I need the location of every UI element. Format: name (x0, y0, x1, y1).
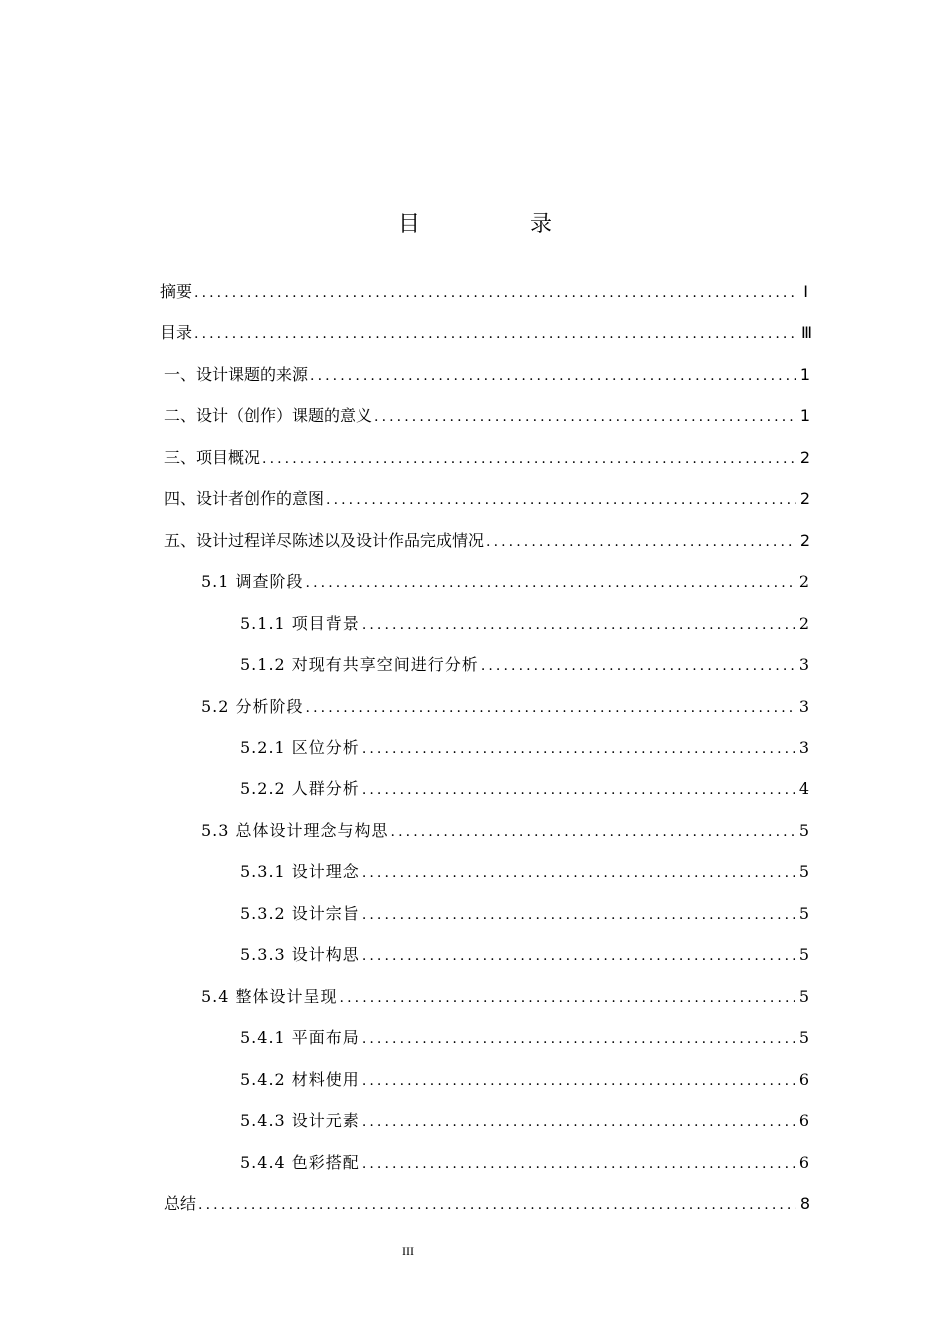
toc-entry-label: 5.4.1 平面布局 (240, 1028, 360, 1047)
toc-entry-page: 5 (798, 1028, 810, 1047)
toc-entry-page: 6 (798, 1153, 810, 1172)
dot-leader (374, 405, 796, 429)
dot-leader (362, 1152, 795, 1176)
toc-entry-page: 3 (798, 738, 810, 757)
toc-entry-label: 5.3.2 设计宗旨 (240, 904, 360, 923)
dot-leader (362, 861, 795, 885)
toc-entry[interactable] (164, 487, 810, 511)
toc-entry-page: 3 (798, 697, 810, 716)
dot-leader (391, 820, 795, 844)
toc-entry-label: 五、设计过程详尽陈述以及设计作品完成情况 (164, 531, 485, 550)
toc-entry-label: 5.3 总体设计理念与构思 (201, 821, 389, 840)
toc-entry[interactable] (240, 1068, 810, 1092)
dot-leader (262, 447, 796, 471)
toc-entry-label: 二、设计（创作）课题的意义 (164, 406, 373, 425)
toc-entry[interactable] (164, 529, 810, 553)
toc-entry-label: 5.4 整体设计呈现 (201, 987, 338, 1006)
toc-entry[interactable] (160, 280, 808, 304)
dot-leader (362, 1069, 795, 1093)
toc-entry-page: 6 (798, 1111, 810, 1130)
toc-entry[interactable] (240, 1151, 810, 1175)
toc-entry-page: Ⅰ (803, 282, 808, 301)
toc-entry-page: 5 (798, 945, 810, 964)
toc-entry-label: 5.4.3 设计元素 (240, 1111, 360, 1130)
dot-leader (362, 778, 795, 802)
toc-entry-page: 2 (798, 614, 810, 633)
toc-entry[interactable] (164, 404, 810, 428)
dot-leader (362, 903, 795, 927)
toc-entry[interactable] (240, 777, 810, 801)
toc-entry-page: 4 (798, 779, 810, 798)
toc-entry-page: 5 (798, 862, 810, 881)
toc-entry-label: 5.2.1 区位分析 (240, 738, 360, 757)
page-number: III (402, 1244, 414, 1258)
dot-leader (306, 696, 795, 720)
toc-entry-label: 5.4.4 色彩搭配 (240, 1153, 360, 1172)
dot-leader (362, 1027, 795, 1051)
toc-entry[interactable] (201, 985, 810, 1009)
toc-entry-label: 三、项目概况 (164, 448, 261, 467)
toc-entry-label: 5.2 分析阶段 (201, 697, 304, 716)
toc-entry[interactable] (240, 653, 810, 677)
toc-entry-page: 3 (798, 655, 810, 674)
toc-entry-label: 5.1.2 对现有共享空间进行分析 (240, 655, 479, 674)
toc-entry-label: 5.2.2 人群分析 (240, 779, 360, 798)
toc-entry[interactable] (201, 695, 810, 719)
toc-entry-label: 总结 (164, 1194, 197, 1213)
toc-entry-label: 5.1 调查阶段 (201, 572, 304, 591)
toc-entry-page: 1 (799, 365, 810, 384)
toc-entry[interactable] (164, 446, 810, 470)
dot-leader (194, 322, 797, 346)
toc-entry[interactable] (201, 819, 810, 843)
dot-leader (326, 488, 796, 512)
dot-leader (310, 364, 796, 388)
toc-entry-page: 8 (799, 1194, 810, 1213)
toc-entry-label: 目录 (160, 323, 193, 342)
toc-entry[interactable] (240, 1026, 810, 1050)
dot-leader (306, 571, 795, 595)
toc-entry-page: 2 (799, 531, 810, 550)
dot-leader (362, 1110, 795, 1134)
dot-leader (481, 654, 795, 678)
dot-leader (198, 1193, 796, 1217)
toc-entry-page: Ⅲ (800, 323, 812, 342)
dot-leader (194, 281, 794, 305)
toc-entry[interactable] (240, 943, 810, 967)
toc-entry-label: 5.3.3 设计构思 (240, 945, 360, 964)
toc-entry[interactable] (164, 1192, 810, 1216)
page-title: 目 录 (397, 212, 596, 237)
dot-leader (340, 986, 795, 1010)
toc-entry[interactable] (240, 902, 810, 926)
toc-entry[interactable] (160, 321, 812, 345)
toc-entry-page: 2 (798, 572, 810, 591)
toc-entry-page: 5 (798, 987, 810, 1006)
toc-entry[interactable] (240, 1109, 810, 1133)
toc-entry-page: 5 (798, 821, 810, 840)
toc-entry-label: 5.3.1 设计理念 (240, 862, 360, 881)
toc-entry-page: 2 (799, 448, 810, 467)
dot-leader (362, 613, 795, 637)
toc-entry-page: 1 (799, 406, 810, 425)
toc-entry-label: 5.1.1 项目背景 (240, 614, 360, 633)
toc-entry[interactable] (164, 363, 810, 387)
dot-leader (362, 944, 795, 968)
dot-leader (362, 737, 795, 761)
toc-entry-label: 四、设计者创作的意图 (164, 489, 325, 508)
toc-entry[interactable] (201, 570, 810, 594)
toc-entry[interactable] (240, 860, 810, 884)
toc-entry[interactable] (240, 736, 810, 760)
dot-leader (486, 530, 796, 554)
toc-entry-label: 5.4.2 材料使用 (240, 1070, 360, 1089)
toc-entry-page: 6 (798, 1070, 810, 1089)
toc-entry-label: 一、设计课题的来源 (164, 365, 309, 384)
toc-entry-page: 5 (798, 904, 810, 923)
toc-entry-label: 摘要 (160, 282, 193, 301)
toc-entry-page: 2 (799, 489, 810, 508)
toc-entry[interactable] (240, 612, 810, 636)
